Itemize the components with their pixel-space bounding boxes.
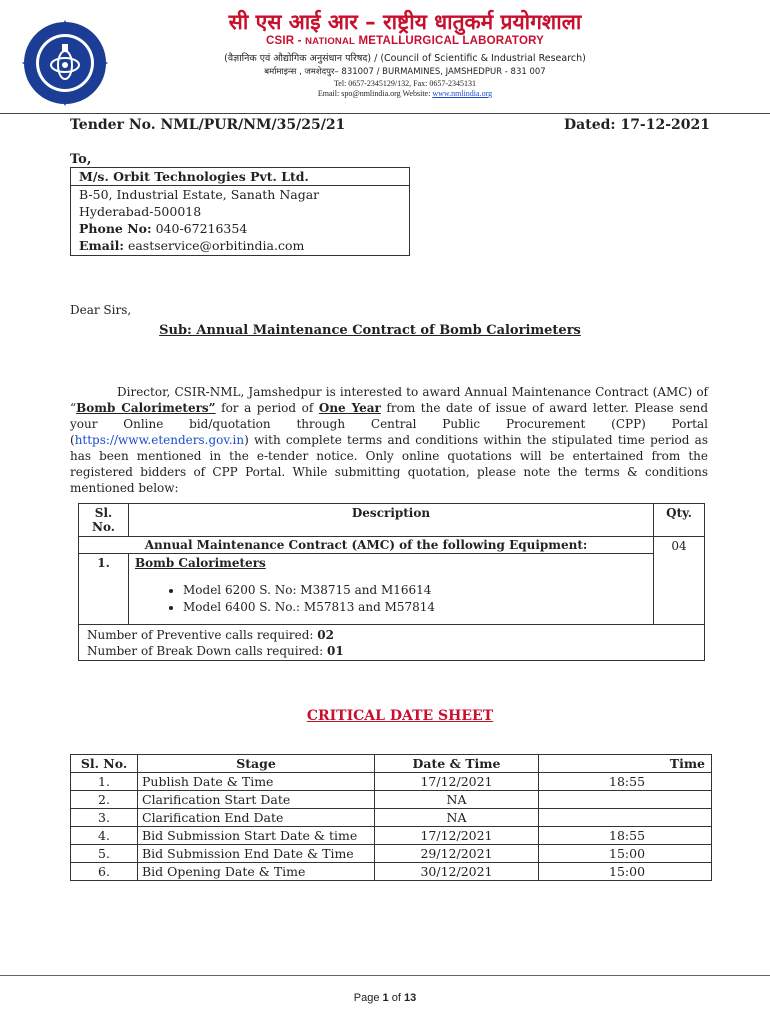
addressee-name: M/s. Orbit Technologies Pvt. Ltd.	[71, 168, 409, 186]
table-row	[71, 791, 712, 809]
cell-sl: 3.	[71, 809, 138, 827]
cell-sl: 4.	[71, 827, 138, 845]
footer-divider	[0, 975, 770, 976]
cell-date: NA	[375, 809, 539, 827]
breakdown-calls: Number of Break Down calls required: 01	[87, 644, 344, 658]
institution-english-title: CSIR - NATIONAL METALLURGICAL LABORATORY	[265, 35, 545, 47]
col-stage: Stage	[138, 755, 375, 773]
item-sl-no: 1.	[79, 554, 129, 625]
addressee-phone: Phone No: 040-67216354	[79, 221, 248, 236]
items-table	[78, 503, 705, 661]
col-time: Time	[539, 755, 712, 773]
header-sl-no: Sl. No.	[79, 504, 129, 537]
csir-logo	[22, 20, 108, 106]
cell-time: 15:00	[539, 863, 712, 881]
calls-required	[79, 625, 705, 661]
critical-date-title: CRITICAL DATE SHEET	[306, 708, 494, 724]
subject-line: Sub: Annual Maintenance Contract of Bomb Calorimeters	[159, 323, 581, 338]
institution-hindi-title: सी एस आई आर – राष्ट्रीय धातुकर्म प्रयोगशाला	[228, 10, 582, 34]
header-qty: Qty.	[654, 504, 705, 537]
critical-date-table	[70, 754, 712, 881]
cell-sl: 5.	[71, 845, 138, 863]
addressee-email: Email: eastservice@orbitindia.com	[79, 238, 305, 253]
cell-time: 18:55	[539, 827, 712, 845]
cell-time: 15:00	[539, 845, 712, 863]
table-row	[71, 827, 712, 845]
cell-date: 17/12/2021	[375, 773, 539, 791]
table-row	[71, 845, 712, 863]
list-item: • Model 6200 S. No: M38715 and M16614	[183, 582, 647, 599]
header-description: Description	[129, 504, 654, 537]
cell-time: 18:55	[539, 773, 712, 791]
cell-date: 30/12/2021	[375, 863, 539, 881]
salutation: Dear Sirs,	[70, 303, 132, 317]
addressee-line2: Hyderabad-500018	[79, 204, 202, 219]
col-date-time: Date & Time	[375, 755, 539, 773]
contact-phone: Tel: 0657-2345129/132, Fax: 0657-2345131	[333, 79, 477, 88]
institution-address: बर्मामाइन्स , जमशेदपुर– 831007 / BURMAMINES, JAMSHEDPUR - 831 007	[264, 67, 546, 77]
body-paragraph: Director, CSIR-NML, Jamshedpur is interested to award Annual Maintenance Contract (AMC) of “Bomb Calorimeters” for a period of One Year from the date of issue of award letter. Please send your Online bid/quotation through Central Public Procurement (CPP) Portal (https://www.etenders.gov.in) with complete terms and conditions within the stipulated time period as has been mentioned in the e-tender notice. Only online quotations will be entertained from the registered bidders of CPP Portal. While submitting quotation, please note the terms & conditions mentioned below:	[70, 385, 708, 495]
contact-email: Email: spo@nmlindia.org Website: www.nmlindia.org	[317, 89, 493, 98]
item-description	[129, 554, 654, 625]
cell-sl: 6.	[71, 863, 138, 881]
table-row	[71, 809, 712, 827]
table-row	[71, 773, 712, 791]
cpp-portal-link[interactable]: https://www.etenders.gov.in	[74, 433, 245, 447]
cell-stage: Clarification End Date	[138, 809, 375, 827]
addressee-box	[70, 167, 410, 256]
cell-time	[539, 809, 712, 827]
cell-stage: Publish Date & Time	[138, 773, 375, 791]
cell-stage: Clarification Start Date	[138, 791, 375, 809]
tender-number: Tender No. NML/PUR/NM/35/25/21	[70, 117, 346, 133]
header-divider	[0, 113, 770, 114]
cell-date: 17/12/2021	[375, 827, 539, 845]
model-list	[135, 582, 647, 616]
cell-date: 29/12/2021	[375, 845, 539, 863]
cell-sl: 2.	[71, 791, 138, 809]
item-qty: 04	[654, 537, 705, 625]
col-sl-no: Sl. No.	[71, 755, 138, 773]
amc-section-heading: Annual Maintenance Contract (AMC) of the following Equipment:	[79, 537, 654, 554]
addressee-line1: B-50, Industrial Estate, Sanath Nagar	[79, 187, 320, 202]
list-item: • Model 6400 S. No.: M57813 and M57814	[183, 599, 647, 616]
preventive-calls: Number of Preventive calls required: 02	[87, 628, 334, 642]
cell-stage: Bid Opening Date & Time	[138, 863, 375, 881]
cell-stage: Bid Submission End Date & Time	[138, 845, 375, 863]
website-link[interactable]: www.nmlindia.org	[432, 89, 493, 98]
cell-date: NA	[375, 791, 539, 809]
tender-date: Dated: 17-12-2021	[564, 117, 710, 133]
institution-subtitle: (वैज्ञानिक एवं औद्योगिक अनुसंधान परिषद) / (Council of Scientific & Industrial Research)	[224, 53, 586, 64]
item-name: Bomb Calorimeters	[135, 556, 266, 570]
cell-time	[539, 791, 712, 809]
cell-sl: 1.	[71, 773, 138, 791]
to-label: To,	[70, 152, 92, 167]
page-number: Page 1 of 13	[353, 992, 417, 1004]
table-row	[71, 863, 712, 881]
cell-stage: Bid Submission Start Date & time	[138, 827, 375, 845]
